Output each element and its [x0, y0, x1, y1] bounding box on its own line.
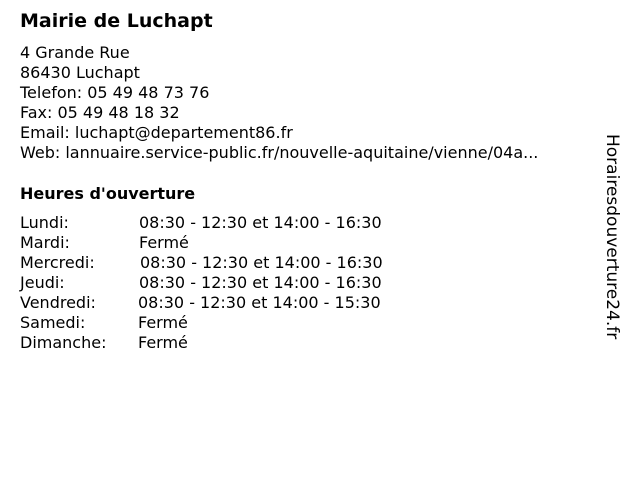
time-value: 08:30 - 12:30 et 14:00 - 16:30 [140, 253, 383, 272]
day-label: Vendredi: [20, 293, 96, 312]
day-label: Mardi: [20, 233, 70, 252]
email-address: Email: luchapt@departement86.fr [20, 123, 293, 142]
address-city: 86430 Luchapt [20, 63, 140, 82]
time-value: 08:30 - 12:30 et 14:00 - 15:30 [138, 293, 381, 312]
time-value: 08:30 - 12:30 et 14:00 - 16:30 [139, 273, 382, 292]
contact-block [20, 43, 538, 163]
time-value: 08:30 - 12:30 et 14:00 - 16:30 [139, 213, 382, 232]
day-label: Jeudi: [20, 273, 65, 292]
day-label: Mercredi: [20, 253, 95, 272]
time-value: Fermé [138, 313, 188, 332]
time-value: Fermé [139, 233, 189, 252]
fax-number: Fax: 05 49 48 18 32 [20, 103, 180, 122]
time-value: Fermé [138, 333, 188, 352]
website-url: Web: lannuaire.service-public.fr/nouvelle-aquitaine/vienne/04a... [20, 143, 539, 162]
opening-hours-heading: Heures d'ouverture [20, 184, 196, 203]
day-label: Dimanche: [20, 333, 107, 352]
site-watermark: Horairesdouverture24.fr [602, 134, 622, 340]
day-label: Samedi: [20, 313, 86, 332]
phone-number: Telefon: 05 49 48 73 76 [20, 83, 210, 102]
day-label: Lundi: [20, 213, 69, 232]
page-title: Mairie de Luchapt [20, 10, 213, 32]
address-street: 4 Grande Rue [20, 43, 130, 62]
